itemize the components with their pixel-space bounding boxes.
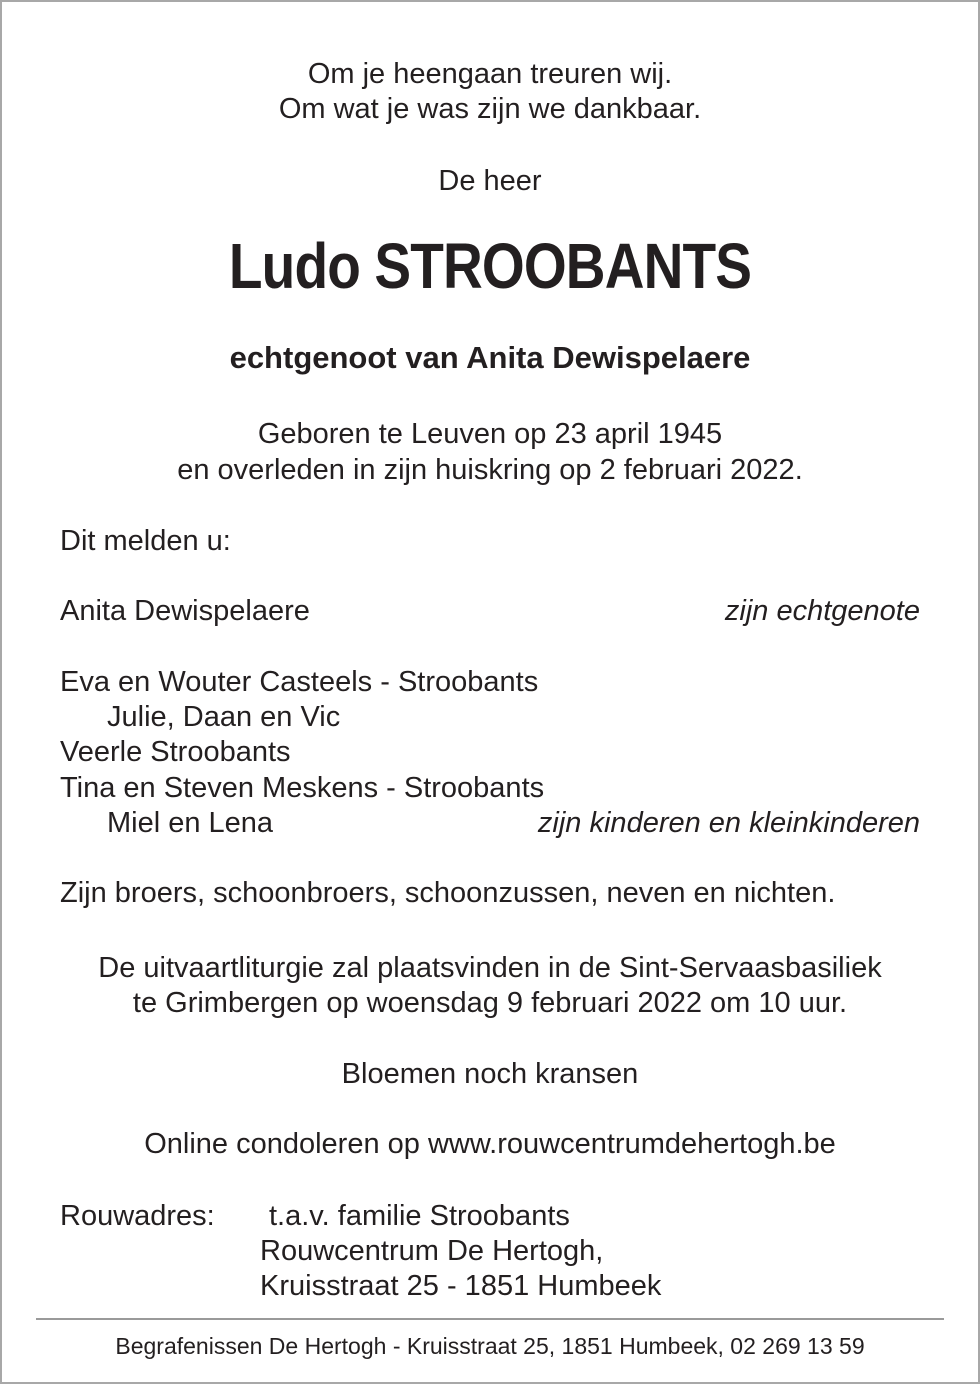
child-entry: Tina en Steven Meskens - Stroobants xyxy=(60,772,545,804)
death-line: en overleden in zijn huiskring op 2 februari 2022. xyxy=(177,454,803,486)
address-label: Rouwadres: xyxy=(60,1200,215,1232)
spouse-relation: zijn echtgenote xyxy=(724,595,920,627)
poem-line-2: Om wat je was zijn we dankbaar. xyxy=(278,93,702,125)
child-entry: Veerle Stroobants xyxy=(60,736,291,768)
address-line-2: Rouwcentrum De Hertogh, xyxy=(260,1235,604,1267)
grandchildren-entry: Julie, Daan en Vic xyxy=(107,701,341,733)
siblings-line: Zijn broers, schoonbroers, schoonzussen, neven en nichten. xyxy=(60,877,836,909)
children-relation: zijn kinderen en kleinkinderen xyxy=(537,807,920,839)
funeral-line-1: De uitvaartliturgie zal plaatsvinden in de Sint-Servaasbasiliek xyxy=(98,952,882,984)
poem-line-1: Om je heengaan treuren wij. xyxy=(307,58,673,90)
address-line-3: Kruisstraat 25 - 1851 Humbeek xyxy=(260,1270,662,1302)
child-entry: Eva en Wouter Casteels - Stroobants xyxy=(60,666,539,698)
announcers-intro: Dit melden u: xyxy=(60,525,231,557)
honorific: De heer xyxy=(438,165,542,197)
grandchildren-entry: Miel en Lena xyxy=(107,807,274,839)
address-line-1: t.a.v. familie Stroobants xyxy=(269,1200,570,1232)
birth-line: Geboren te Leuven op 23 april 1945 xyxy=(257,418,723,450)
footer-text: Begrafenissen De Hertogh - Kruisstraat 25, 1851 Humbeek, 02 269 13 59 xyxy=(115,1333,865,1359)
footer-divider xyxy=(36,1318,944,1320)
spouse-name: Anita Dewispelaere xyxy=(60,595,310,627)
condolences-line: Online condoleren op www.rouwcentrumdehertogh.be xyxy=(144,1128,836,1160)
funeral-line-2: te Grimbergen op woensdag 9 februari 2022 om 10 uur. xyxy=(132,987,848,1019)
deceased-name: Ludo STROOBANTS xyxy=(228,230,752,302)
flowers-note: Bloemen noch kransen xyxy=(341,1058,639,1090)
spouse-line: echtgenoot van Anita Dewispelaere xyxy=(229,340,751,375)
